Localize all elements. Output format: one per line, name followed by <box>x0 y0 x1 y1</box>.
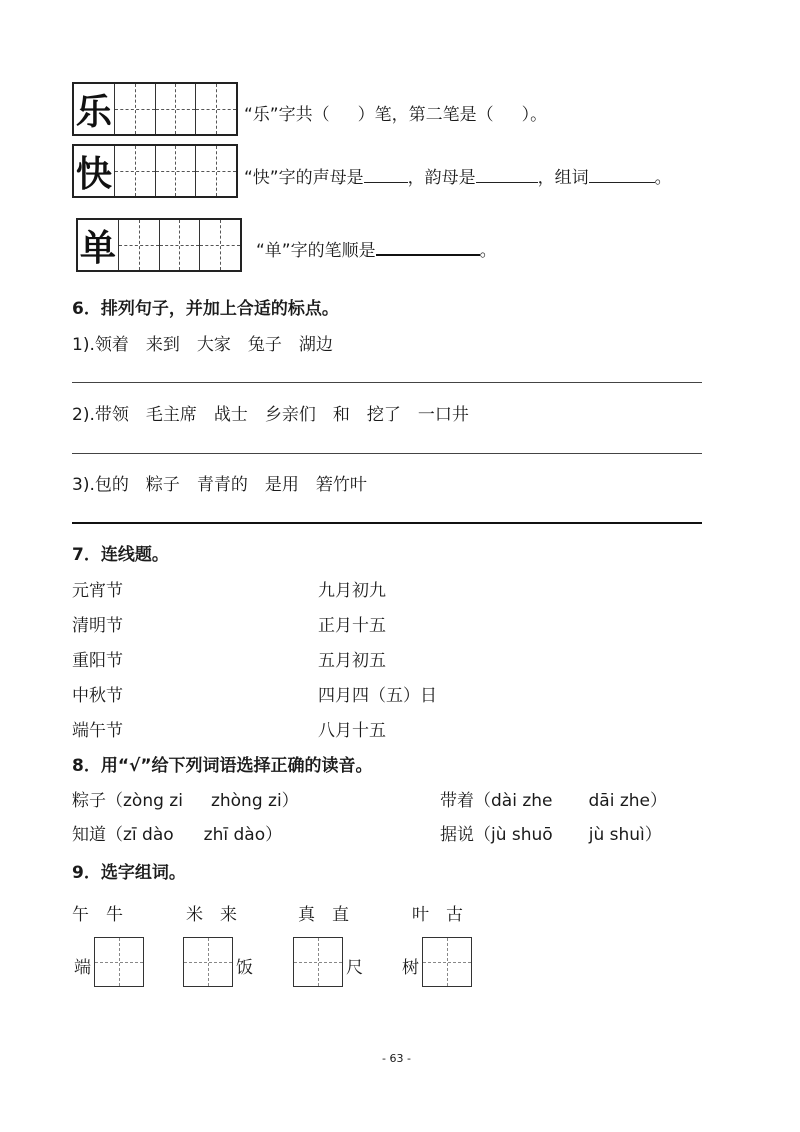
char-kuai: 快 <box>74 146 114 196</box>
pinyin-item-3 <box>72 820 282 845</box>
pinyin-option-3a[interactable]: zī dào <box>123 825 174 845</box>
char-pair-1: 午 牛 <box>72 905 123 925</box>
pinyin-word-3: 知道（ <box>72 825 123 845</box>
date-right-3[interactable]: 五月初五 <box>318 651 386 671</box>
stroke-question-kuai <box>244 163 672 188</box>
word-char-duan: 端 <box>74 958 91 978</box>
kuai-blank-shengmu[interactable] <box>364 166 408 183</box>
stroke-question-dan <box>256 236 497 261</box>
word-char-chi: 尺 <box>346 958 363 978</box>
festival-left-4[interactable]: 中秋节 <box>72 686 123 706</box>
le-text-pre: “乐”字共（ <box>244 105 330 125</box>
dan-blank-bishun[interactable] <box>376 238 480 256</box>
dan-text-post: 。 <box>479 241 497 261</box>
date-right-5[interactable]: 八月十五 <box>318 721 386 741</box>
char-pair-4: 叶 古 <box>412 905 463 925</box>
char-le: 乐 <box>74 84 114 134</box>
char-dan: 单 <box>78 220 118 270</box>
pinyin-word-4: 据说（ <box>440 825 491 845</box>
fill-box-3[interactable] <box>293 937 343 987</box>
date-right-4[interactable]: 四月四（五）日 <box>318 686 437 706</box>
pinyin-option-2a[interactable]: dài zhe <box>491 791 553 811</box>
section9-title: 9．选字组词。 <box>72 863 186 883</box>
word-char-shu: 树 <box>402 958 419 978</box>
stroke-question-le <box>244 100 547 125</box>
pinyin-item-1 <box>72 786 299 811</box>
char-box-dan <box>76 218 242 272</box>
pinyin-option-4b[interactable]: jù shuì） <box>588 825 662 845</box>
section8-title: 8．用“√”给下列词语选择正确的读音。 <box>72 756 373 776</box>
pinyin-option-2b[interactable]: dāi zhe） <box>588 791 667 811</box>
section7-title: 7．连线题。 <box>72 545 169 565</box>
festival-left-1[interactable]: 元宵节 <box>72 581 123 601</box>
pinyin-item-2 <box>440 786 667 811</box>
section6-title: 6．排列句子，并加上合适的标点。 <box>72 299 339 319</box>
festival-left-2[interactable]: 清明节 <box>72 616 123 636</box>
pinyin-word-2: 带着（ <box>440 791 491 811</box>
char-box-kuai <box>72 144 238 198</box>
kuai-text-pre: “快”字的声母是 <box>244 168 364 188</box>
dan-text-pre: “单”字的笔顺是 <box>256 241 376 261</box>
kuai-text-mid2: ，组词 <box>537 168 589 188</box>
fill-box-4[interactable] <box>422 937 472 987</box>
kuai-text-post: 。 <box>654 168 672 188</box>
kuai-blank-yunmu[interactable] <box>476 166 538 183</box>
section6-item-2: 2).带领 毛主席 战士 乡亲们 和 挖了 一口井 <box>72 405 469 425</box>
answer-line-3[interactable] <box>72 522 702 524</box>
kuai-blank-zuci[interactable] <box>589 166 655 183</box>
pinyin-option-3b[interactable]: zhī dào） <box>203 825 283 845</box>
le-text-mid: ）笔，第二笔是（ <box>357 105 494 125</box>
fill-box-1[interactable] <box>94 937 144 987</box>
pinyin-word-1: 粽子（ <box>72 791 123 811</box>
le-text-post: ）。 <box>521 105 548 125</box>
kuai-text-mid1: ，韵母是 <box>407 168 476 188</box>
word-char-fan: 饭 <box>236 958 253 978</box>
char-box-le <box>72 82 238 136</box>
date-right-2[interactable]: 正月十五 <box>318 616 386 636</box>
pinyin-option-1b[interactable]: zhòng zi） <box>210 791 299 811</box>
fill-box-2[interactable] <box>183 937 233 987</box>
answer-line-1[interactable] <box>72 382 702 383</box>
section6-item-1: 1).领着 来到 大家 兔子 湖边 <box>72 335 333 355</box>
answer-line-2[interactable] <box>72 453 702 454</box>
pinyin-item-4 <box>440 820 662 845</box>
section6-item-3: 3).包的 粽子 青青的 是用 箬竹叶 <box>72 475 367 495</box>
char-pair-2: 米 来 <box>186 905 237 925</box>
pinyin-option-1a[interactable]: zòng zi <box>123 791 183 811</box>
page-number: - 63 - <box>382 1052 411 1065</box>
pinyin-option-4a[interactable]: jù shuō <box>491 825 553 845</box>
char-pair-3: 真 直 <box>298 905 349 925</box>
festival-left-5[interactable]: 端午节 <box>72 721 123 741</box>
festival-left-3[interactable]: 重阳节 <box>72 651 123 671</box>
date-right-1[interactable]: 九月初九 <box>318 581 386 601</box>
